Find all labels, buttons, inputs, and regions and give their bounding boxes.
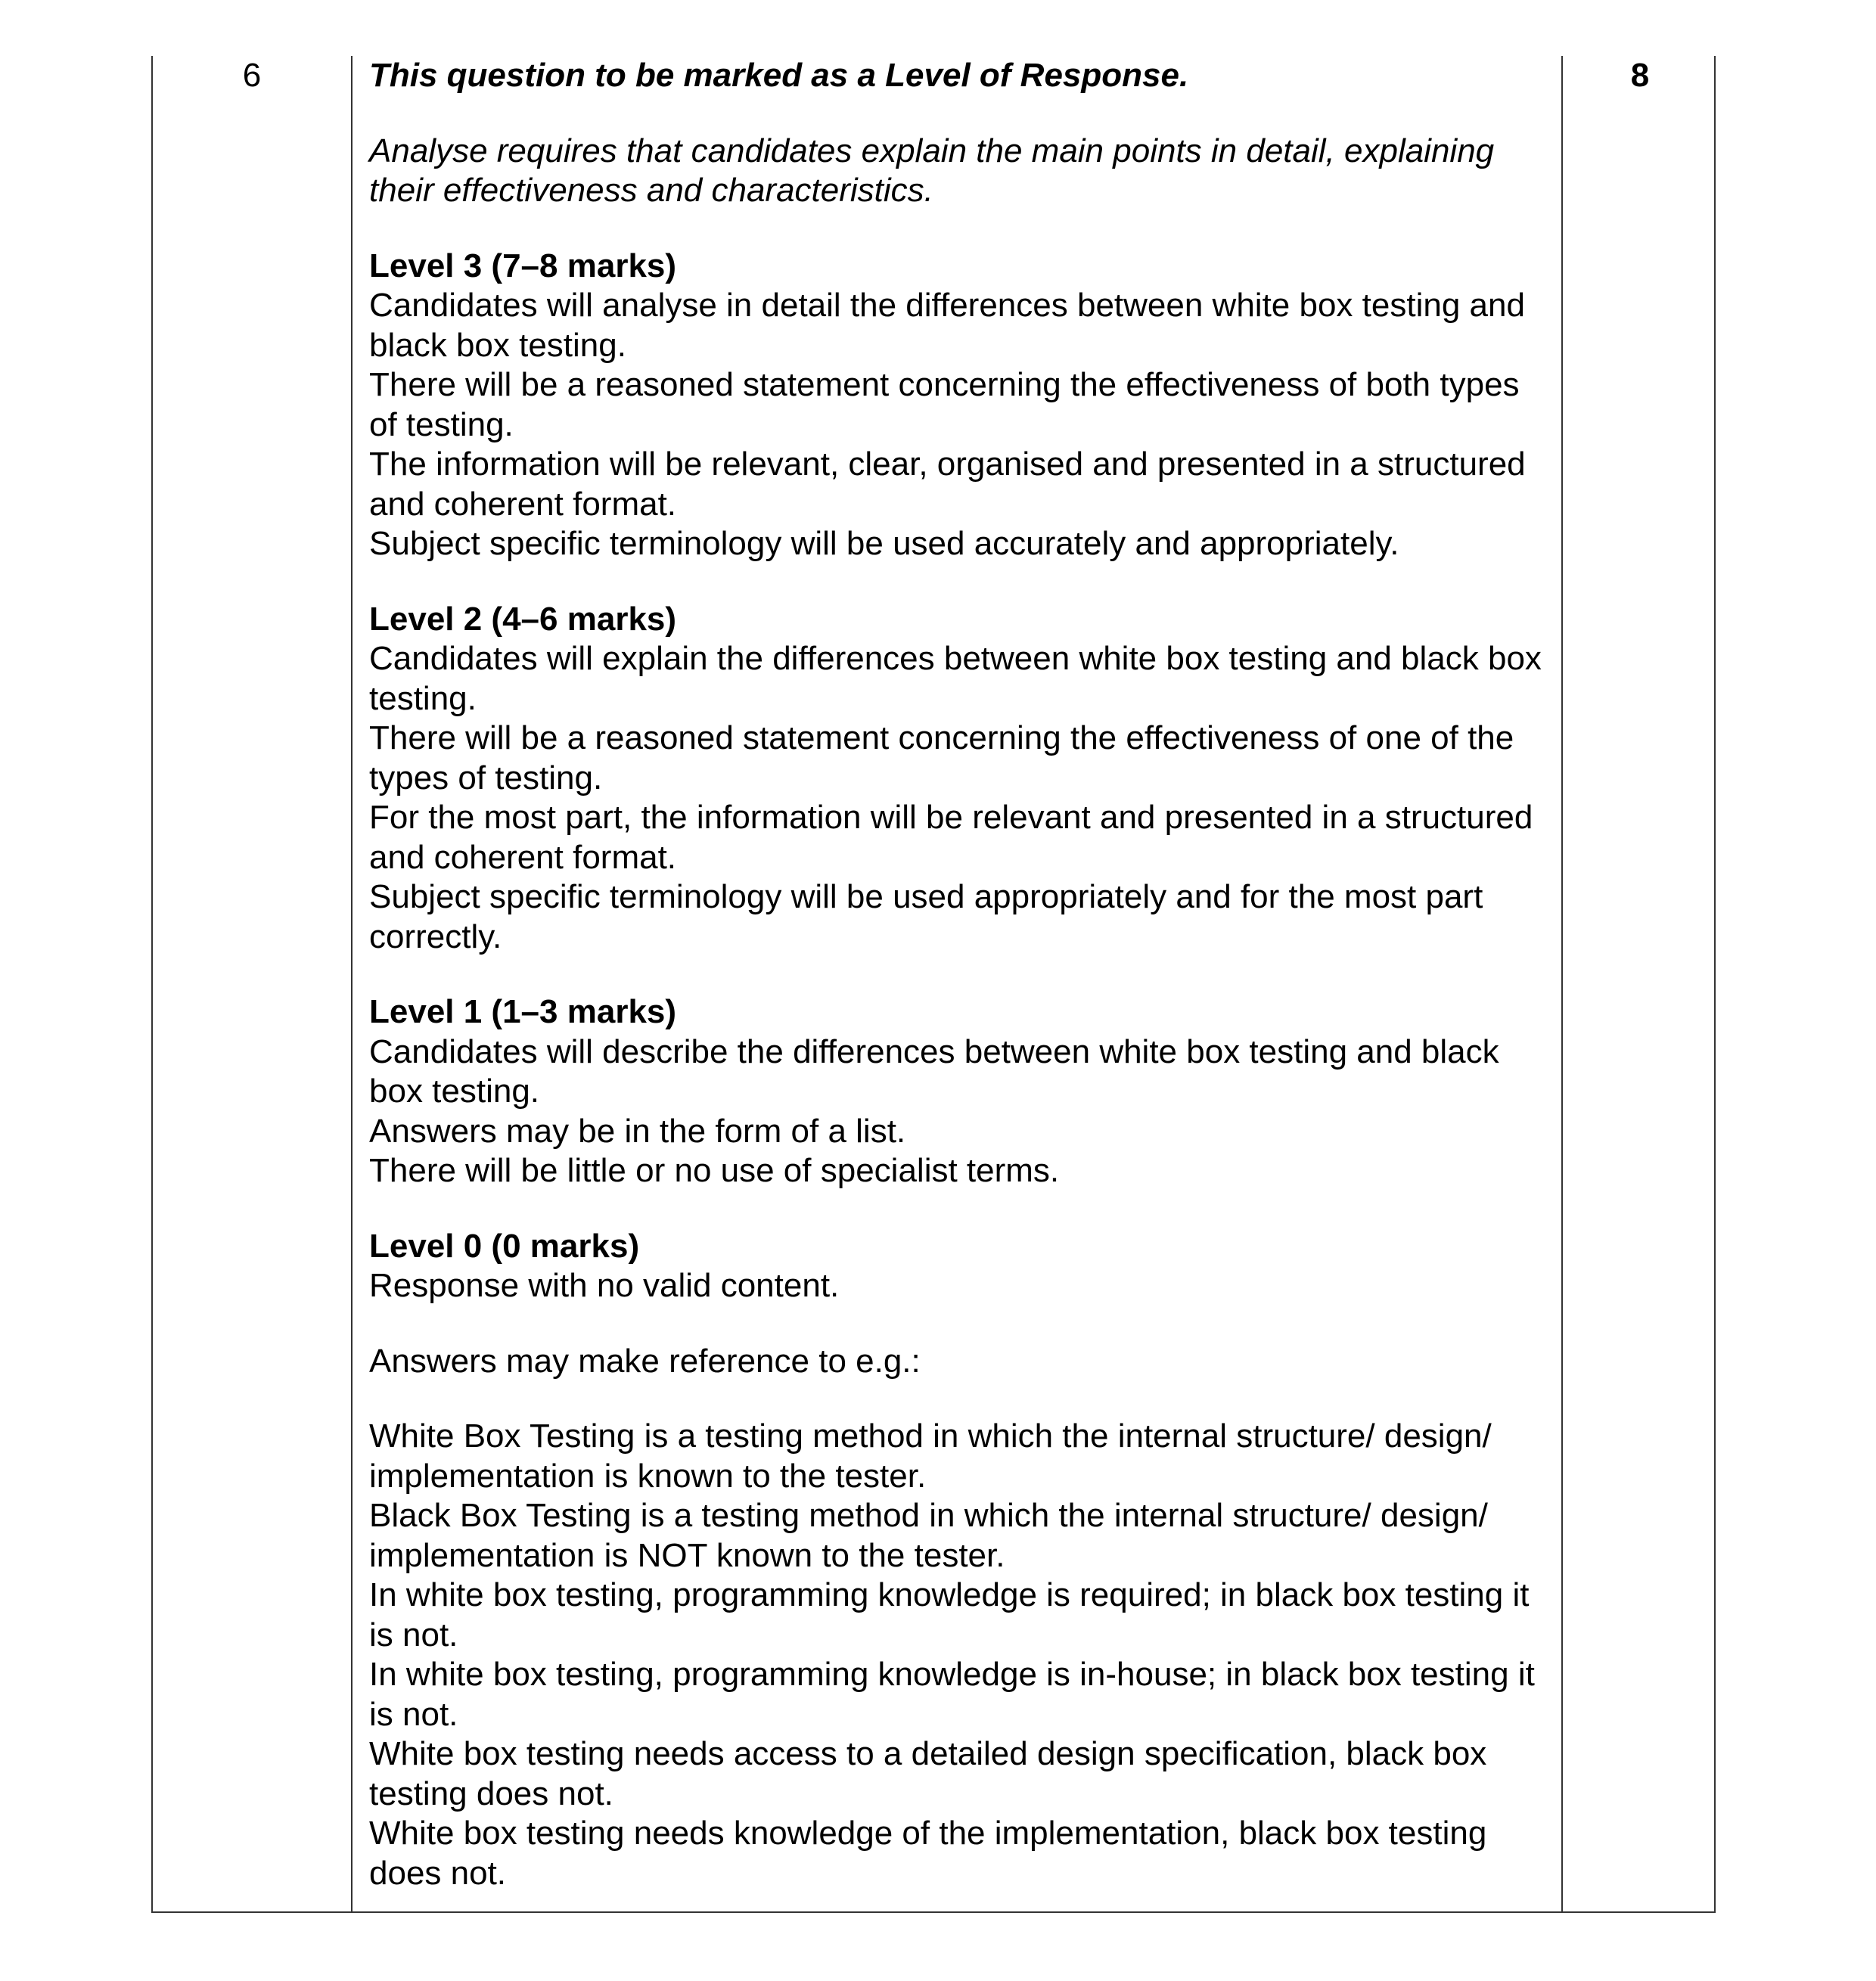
answer-guidance (369, 56, 1549, 1893)
level-descriptor: There will be little or no use of specialist terms. (369, 1152, 1060, 1189)
level-title: Level 2 (4–6 marks) (369, 600, 677, 638)
reference-point: White box testing needs access to a detailed design specification, black box testing does not. (369, 1735, 1487, 1812)
question-number: 6 (242, 57, 262, 94)
level-descriptor: There will be a reasoned statement concerning the effectiveness of one of the types of testing. (369, 719, 1514, 796)
reference-intro: Answers may make reference to e.g.: (369, 1342, 921, 1380)
level-descriptor: Response with no valid content. (369, 1267, 840, 1304)
level-descriptor: Subject specific terminology will be used appropriately and for the most part correctly. (369, 878, 1483, 955)
reference-point: In white box testing, programming knowledge is required; in black box testing it is not. (369, 1576, 1530, 1653)
level-descriptor: Candidates will describe the differences between white box testing and black box testing. (369, 1032, 1499, 1110)
level-descriptor: Candidates will explain the differences between white box testing and black box testing. (369, 640, 1542, 717)
total-marks: 8 (1630, 57, 1650, 94)
reference-point: White Box Testing is a testing method in which the internal structure/ design/ implementation is known to the tester. (369, 1417, 1492, 1495)
reference-point: White box testing needs knowledge of the implementation, black box testing does not. (369, 1815, 1487, 1892)
column-divider (1561, 56, 1563, 1911)
column-divider (351, 56, 353, 1911)
level-descriptor: Candidates will analyse in detail the differences between white box testing and black box testing. (369, 287, 1525, 364)
level-descriptor: Subject specific terminology will be used accurately and appropriately. (369, 525, 1399, 562)
level-descriptor: Answers may be in the form of a list. (369, 1112, 906, 1150)
level-title: Level 1 (1–3 marks) (369, 993, 677, 1030)
marking-heading: This question to be marked as a Level of Response. (369, 57, 1189, 94)
level-descriptor: The information will be relevant, clear, organised and presented in a structured and coherent format. (369, 446, 1526, 523)
analyse-instruction: Analyse requires that candidates explain the main points in detail, explaining their effectiveness and characteristics. (369, 132, 1495, 209)
level-title: Level 0 (0 marks) (369, 1227, 640, 1265)
level-descriptor: There will be a reasoned statement concerning the effectiveness of both types of testing. (369, 366, 1520, 443)
reference-point: In white box testing, programming knowledge is in-house; in black box testing it is not. (369, 1656, 1535, 1733)
level-title: Level 3 (7–8 marks) (369, 247, 677, 284)
reference-point: Black Box Testing is a testing method in which the internal structure/ design/ implementation is NOT known to the tester. (369, 1497, 1488, 1574)
level-descriptor: For the most part, the information will be relevant and presented in a structured and coherent format. (369, 799, 1533, 876)
mark-scheme-table (151, 56, 1716, 1913)
